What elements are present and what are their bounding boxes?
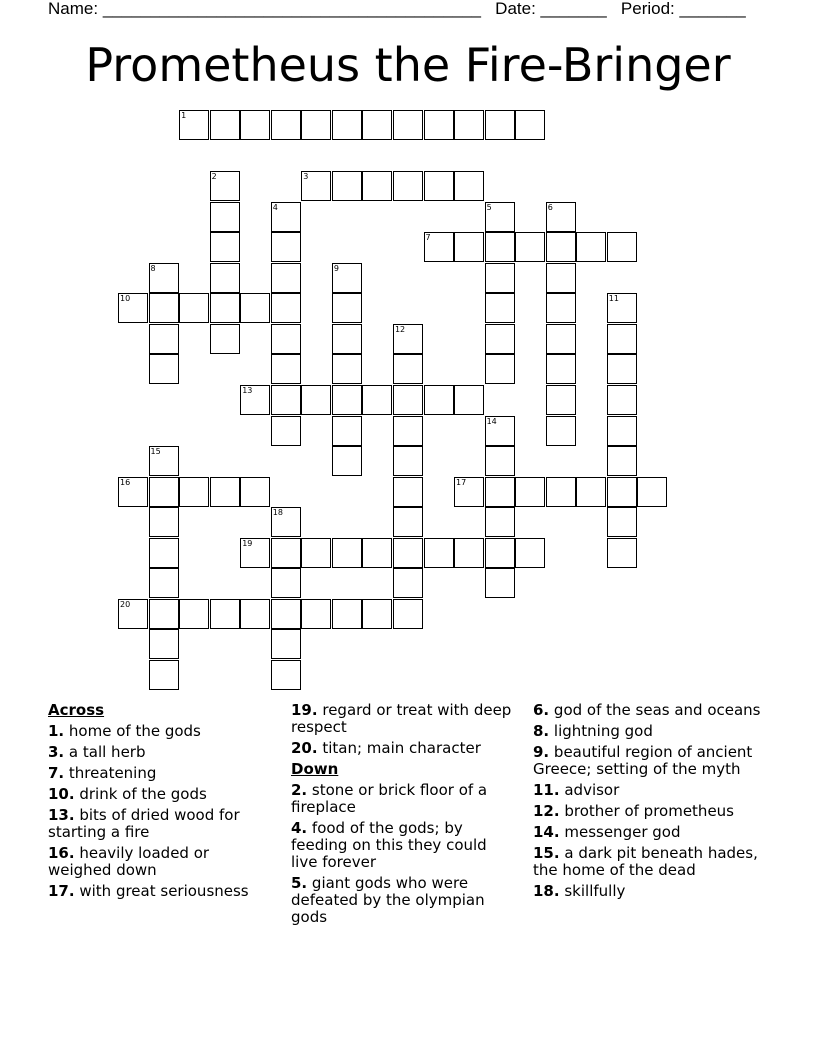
crossword-cell[interactable] [424, 538, 454, 568]
crossword-cell[interactable] [362, 599, 392, 629]
crossword-cell[interactable] [271, 568, 301, 598]
crossword-cell[interactable] [485, 110, 515, 140]
crossword-cell[interactable] [240, 538, 270, 568]
clue-across-7 [48, 765, 274, 782]
crossword-cell[interactable] [240, 599, 270, 629]
crossword-cell[interactable] [149, 599, 179, 629]
clue-number: 7. [48, 764, 65, 782]
clue-text: titan; main character [322, 739, 481, 757]
clue-text: home of the gods [68, 722, 201, 740]
crossword-cell[interactable] [454, 538, 484, 568]
clue-text: a dark pit beneath hades, the home of the dead [533, 844, 758, 879]
crossword-cell[interactable] [546, 477, 576, 507]
cell-number: 19 [242, 538, 253, 548]
crossword-cell[interactable] [210, 171, 240, 201]
crossword-cell[interactable] [332, 599, 362, 629]
crossword-cell[interactable] [607, 354, 637, 384]
clue-across-13 [48, 807, 274, 841]
crossword-cell[interactable] [362, 110, 392, 140]
crossword-cell[interactable] [149, 477, 179, 507]
crossword-cell[interactable] [393, 538, 423, 568]
crossword-cell[interactable] [393, 568, 423, 598]
crossword-cell[interactable] [271, 263, 301, 293]
crossword-cell[interactable] [271, 354, 301, 384]
crossword-cell[interactable] [332, 293, 362, 323]
crossword-cell[interactable] [393, 416, 423, 446]
clue-number: 2. [291, 781, 308, 799]
crossword-cell[interactable] [301, 599, 331, 629]
clue-down-8 [533, 723, 773, 740]
crossword-cell[interactable] [332, 416, 362, 446]
clue-text: stone or brick floor of a fireplace [291, 781, 488, 816]
clue-number: 9. [533, 743, 550, 761]
cell-number: 20 [120, 599, 131, 609]
crossword-cell[interactable] [271, 599, 301, 629]
crossword-cell[interactable] [210, 263, 240, 293]
crossword-cell[interactable] [485, 232, 515, 262]
crossword-cell[interactable] [607, 324, 637, 354]
clue-text: skillfully [564, 882, 626, 900]
crossword-cell[interactable] [271, 110, 301, 140]
clue-number: 13. [48, 806, 75, 824]
crossword-cell[interactable] [424, 110, 454, 140]
clue-text: regard or treat with deep respect [291, 701, 512, 736]
crossword-cell[interactable] [576, 477, 606, 507]
clue-number: 5. [291, 874, 308, 892]
crossword-cell[interactable] [607, 477, 637, 507]
crossword-cell[interactable] [149, 354, 179, 384]
crossword-cell[interactable] [210, 477, 240, 507]
crossword-cell[interactable] [271, 202, 301, 232]
crossword-cell[interactable] [271, 507, 301, 537]
crossword-cell[interactable] [118, 599, 148, 629]
page-title: Prometheus the Fire-Bringer [85, 38, 731, 92]
clue-down-9 [533, 744, 773, 778]
crossword-cell[interactable] [301, 538, 331, 568]
cell-number: 2 [211, 172, 217, 182]
crossword-cell[interactable] [515, 538, 545, 568]
clue-text: god of the seas and oceans [553, 701, 761, 719]
crossword-cell[interactable] [362, 385, 392, 415]
crossword-cell[interactable] [118, 293, 148, 323]
worksheet-header [48, 0, 746, 18]
crossword-cell[interactable] [393, 507, 423, 537]
clue-text: with great seriousness [79, 882, 249, 900]
crossword-cell[interactable] [393, 446, 423, 476]
clue-number: 1. [48, 722, 65, 740]
crossword-cell[interactable] [546, 354, 576, 384]
clue-down-6 [533, 702, 773, 719]
cell-number: 6 [547, 202, 553, 212]
crossword-cell[interactable] [149, 293, 179, 323]
crossword-cell[interactable] [393, 324, 423, 354]
crossword-cell[interactable] [149, 538, 179, 568]
crossword-cell[interactable] [454, 477, 484, 507]
cell-number: 8 [150, 263, 156, 273]
cell-number: 3 [303, 172, 309, 182]
clue-number: 12. [533, 802, 560, 820]
clue-number: 8. [533, 722, 550, 740]
crossword-cell[interactable] [332, 324, 362, 354]
crossword-cell[interactable] [485, 568, 515, 598]
period-field[interactable]: _______ [679, 0, 746, 18]
crossword-cell[interactable] [454, 385, 484, 415]
clue-across-16 [48, 845, 274, 879]
crossword-cell[interactable] [637, 477, 667, 507]
crossword-cell[interactable] [210, 599, 240, 629]
crossword-cell[interactable] [546, 232, 576, 262]
crossword-cell[interactable] [607, 446, 637, 476]
crossword-cell[interactable] [546, 416, 576, 446]
crossword-cell[interactable] [362, 171, 392, 201]
crossword-cell[interactable] [271, 293, 301, 323]
crossword-cell[interactable] [179, 110, 209, 140]
cell-number: 10 [120, 294, 131, 304]
crossword-cell[interactable] [515, 477, 545, 507]
clue-text: heavily loaded or weighed down [48, 844, 210, 879]
crossword-cell[interactable] [149, 660, 179, 690]
crossword-cell[interactable] [271, 538, 301, 568]
cell-number: 13 [242, 385, 253, 395]
crossword-cell[interactable] [240, 293, 270, 323]
cell-number: 16 [120, 477, 131, 487]
crossword-cell[interactable] [485, 293, 515, 323]
clue-number: 4. [291, 819, 308, 837]
clue-down-2 [291, 782, 517, 816]
crossword-cell[interactable] [393, 477, 423, 507]
clue-down-4 [291, 820, 517, 871]
clue-text: brother of prometheus [564, 802, 734, 820]
crossword-cell[interactable] [210, 293, 240, 323]
crossword-cell[interactable] [485, 446, 515, 476]
clue-across-19 [291, 702, 517, 736]
crossword-cell[interactable] [393, 110, 423, 140]
clue-number: 16. [48, 844, 75, 862]
crossword-cell[interactable] [332, 538, 362, 568]
crossword-cell[interactable] [301, 110, 331, 140]
clue-down-12 [533, 803, 773, 820]
crossword-cell[interactable] [546, 324, 576, 354]
crossword-cell[interactable] [546, 385, 576, 415]
crossword-cell[interactable] [271, 324, 301, 354]
clue-text: giant gods who were defeated by the olympian gods [291, 874, 485, 926]
across-heading: Across [48, 701, 105, 719]
cell-number: 4 [272, 202, 278, 212]
cell-number: 17 [456, 477, 467, 487]
cell-number: 9 [333, 263, 339, 273]
cell-number: 7 [425, 233, 431, 243]
crossword-cell[interactable] [485, 507, 515, 537]
date-field[interactable]: _______ [540, 0, 607, 18]
clue-text: food of the gods; by feeding on this they could live forever [291, 819, 487, 871]
crossword-cell[interactable] [393, 385, 423, 415]
crossword-cell[interactable] [515, 110, 545, 140]
crossword-cell[interactable] [210, 232, 240, 262]
clue-text: beautiful region of ancient Greece; setting of the myth [533, 743, 753, 778]
crossword-cell[interactable] [424, 385, 454, 415]
cell-number: 15 [150, 447, 161, 457]
date-label: Date: [495, 0, 536, 18]
crossword-cell[interactable] [271, 660, 301, 690]
crossword-cell[interactable] [179, 477, 209, 507]
cell-number: 14 [486, 416, 497, 426]
cell-number: 11 [608, 294, 619, 304]
clue-text: advisor [564, 781, 620, 799]
clue-across-1 [48, 723, 274, 740]
crossword-cell[interactable] [546, 293, 576, 323]
crossword-cell[interactable] [149, 507, 179, 537]
clues-column-2 [291, 702, 517, 930]
crossword-cell[interactable] [332, 263, 362, 293]
crossword-cell[interactable] [424, 232, 454, 262]
clue-text: messenger god [564, 823, 681, 841]
crossword-cell[interactable] [393, 171, 423, 201]
crossword-cell[interactable] [149, 263, 179, 293]
crossword-cell[interactable] [271, 416, 301, 446]
crossword-cell[interactable] [332, 385, 362, 415]
clue-down-11 [533, 782, 773, 799]
clue-number: 18. [533, 882, 560, 900]
clue-down-14 [533, 824, 773, 841]
crossword-cell[interactable] [515, 232, 545, 262]
crossword-cell[interactable] [210, 110, 240, 140]
crossword-cell[interactable] [332, 171, 362, 201]
period-label: Period: [620, 0, 675, 18]
name-field[interactable]: ________________________________________ [102, 0, 481, 18]
clue-across-20 [291, 740, 517, 757]
clues-column-1 [48, 702, 274, 904]
cell-number: 12 [394, 324, 406, 334]
crossword-cell[interactable] [179, 293, 209, 323]
crossword-cell[interactable] [546, 202, 576, 232]
clue-text: threatening [68, 764, 157, 782]
crossword-cell[interactable] [424, 171, 454, 201]
clue-across-3 [48, 744, 274, 761]
crossword-cell[interactable] [240, 385, 270, 415]
crossword-cell[interactable] [485, 324, 515, 354]
crossword-cell[interactable] [362, 538, 392, 568]
crossword-cell[interactable] [607, 293, 637, 323]
clue-across-17 [48, 883, 274, 900]
crossword-cell[interactable] [454, 110, 484, 140]
clue-number: 10. [48, 785, 75, 803]
clue-text: drink of the gods [79, 785, 207, 803]
crossword-cell[interactable] [485, 538, 515, 568]
clue-text: a tall herb [68, 743, 146, 761]
clue-text: lightning god [553, 722, 653, 740]
crossword-cell[interactable] [485, 263, 515, 293]
name-label: Name: [48, 0, 99, 18]
crossword-cell[interactable] [149, 324, 179, 354]
clue-number: 20. [291, 739, 318, 757]
crossword-cell[interactable] [607, 232, 637, 262]
crossword-cell[interactable] [149, 568, 179, 598]
crossword-cell[interactable] [301, 171, 331, 201]
crossword-cell[interactable] [271, 385, 301, 415]
crossword-cell[interactable] [576, 232, 606, 262]
clue-number: 14. [533, 823, 560, 841]
clue-number: 15. [533, 844, 560, 862]
crossword-cell[interactable] [607, 385, 637, 415]
crossword-cell[interactable] [301, 385, 331, 415]
crossword-cell[interactable] [485, 354, 515, 384]
crossword-cell[interactable] [210, 324, 240, 354]
clues-column-3 [533, 702, 773, 904]
clue-number: 11. [533, 781, 560, 799]
cell-number: 18 [272, 508, 283, 518]
clue-down-15 [533, 845, 773, 879]
cell-number: 1 [181, 111, 187, 120]
crossword-cell[interactable] [271, 232, 301, 262]
crossword-cell[interactable] [485, 202, 515, 232]
crossword-cell[interactable] [393, 354, 423, 384]
crossword-cell[interactable] [607, 507, 637, 537]
clue-across-10 [48, 786, 274, 803]
crossword-cell[interactable] [332, 354, 362, 384]
crossword-cell[interactable] [179, 599, 209, 629]
crossword-cell[interactable] [607, 538, 637, 568]
crossword-cell[interactable] [485, 477, 515, 507]
clue-number: 3. [48, 743, 65, 761]
crossword-cell[interactable] [454, 171, 484, 201]
crossword-cell[interactable] [149, 629, 179, 659]
crossword-cell[interactable] [332, 446, 362, 476]
clue-number: 17. [48, 882, 75, 900]
crossword-cell[interactable] [607, 416, 637, 446]
crossword-cell[interactable] [149, 446, 179, 476]
crossword-cell[interactable] [454, 232, 484, 262]
crossword-cell[interactable] [240, 110, 270, 140]
crossword-cell[interactable] [271, 629, 301, 659]
crossword-cell[interactable] [118, 477, 148, 507]
crossword-cell[interactable] [485, 416, 515, 446]
crossword-cell[interactable] [393, 599, 423, 629]
clue-down-18 [533, 883, 773, 900]
down-heading: Down [291, 760, 339, 778]
clue-number: 19. [291, 701, 318, 719]
crossword-cell[interactable] [210, 202, 240, 232]
crossword-cell[interactable] [332, 110, 362, 140]
crossword-cell[interactable] [240, 477, 270, 507]
clue-text: bits of dried wood for starting a fire [48, 806, 240, 841]
crossword-cell[interactable] [546, 263, 576, 293]
clue-number: 6. [533, 701, 550, 719]
cell-number: 5 [486, 202, 492, 212]
clue-down-5 [291, 875, 517, 926]
